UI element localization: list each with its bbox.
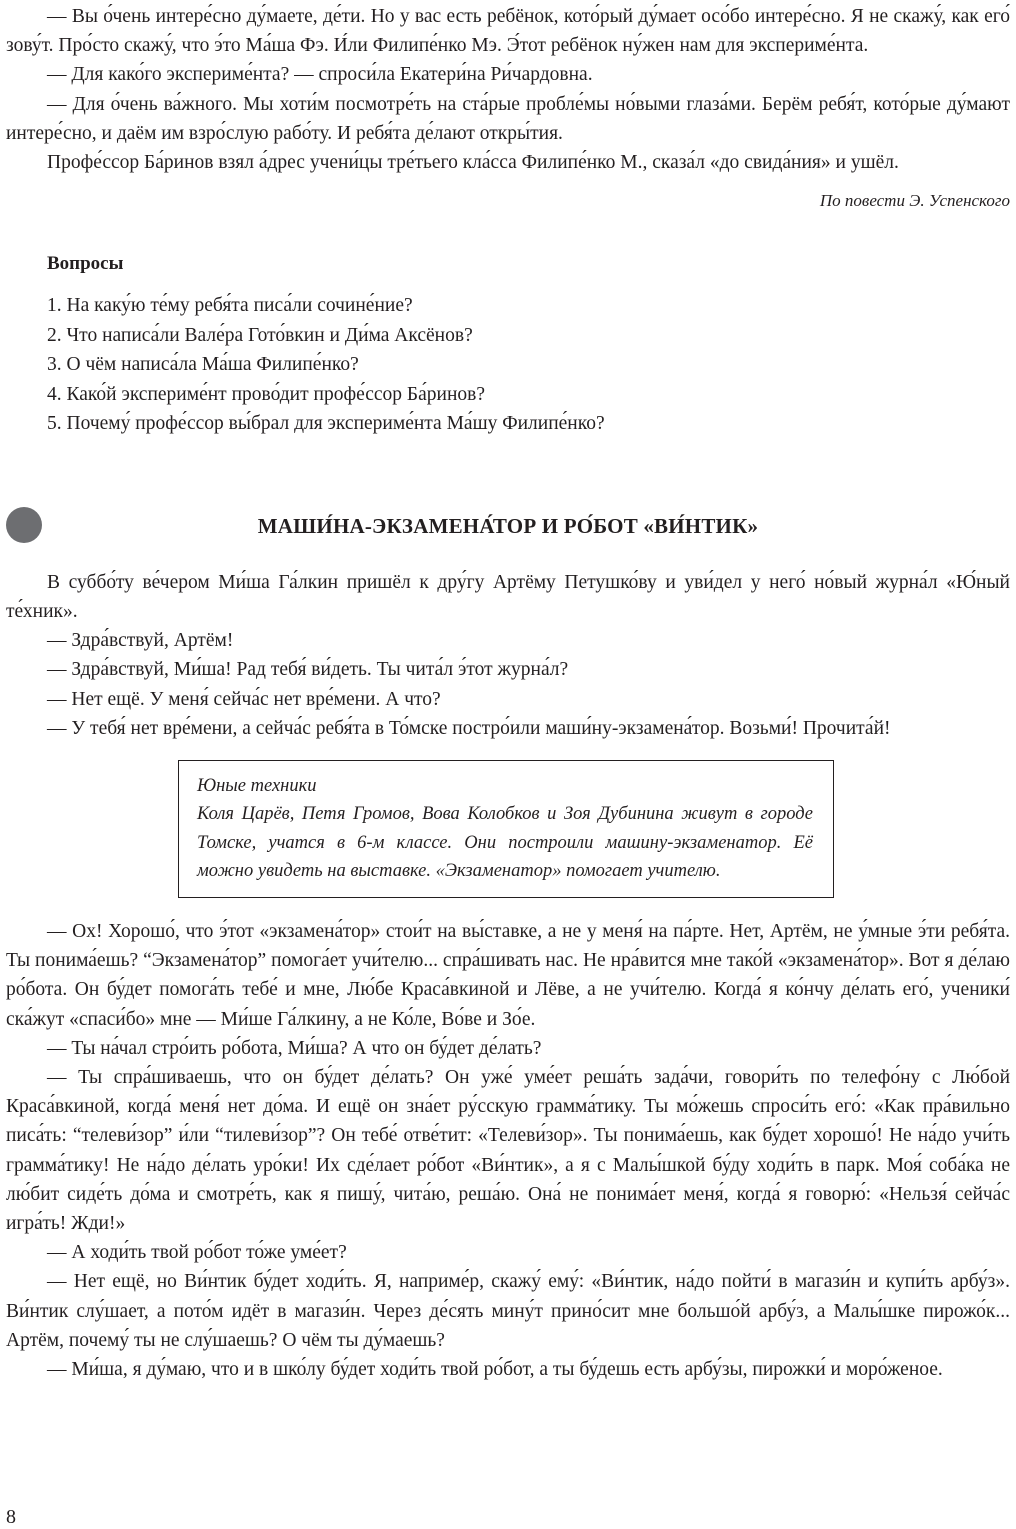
questions-heading: Вопросы [47, 253, 124, 275]
question-item: 3. О чём написа́ла Ма́ша Филипе́нко? [47, 354, 359, 376]
story-paragraph: — Ох! Хорошо́, что э́тот «экзамена́тор» стои́т на вы́ставке, а не у меня́ на па́рте. Нет, Артём, не у́мные э́ти ребя́та. Ты понима́ешь? “Экзамена́тор” помога́ет учи́телю... спра́шивать нас. Не нра́вится мне тако́й «экзамена́тор». Вот я де́лаю ро́бота. Он бу́дет помога́ть тебе́ и мне, Лю́бе Краса́вкиной и Лёве, а не учи́телю. Когда́ я ко́нчу де́лать его́, ученики́ ска́жут «спаси́бо» мне — Ми́ше Га́лкину, а не Ко́ле, Во́ве и Зо́е. [6, 920, 1010, 1030]
excerpt-text: Коля Царёв, Петя Громов, Вова Колобков и Зоя Дубинина живут в городе Томске, учатся в 6-м классе. Они построили машину-экзаменатор. Её можно увидеть на выставке. «Экзаменатор» помогает учителю. [197, 804, 813, 882]
section-intro [6, 568, 1010, 743]
story-source: По повести Э. Успенского [819, 191, 1010, 211]
section-header [6, 495, 1010, 539]
excerpt-title: Юные техники [197, 775, 317, 796]
question-item: 5. Почему́ профе́ссор вы́брал для экспериме́нта Ма́шу Филипе́нко? [47, 413, 605, 435]
magazine-excerpt-box [178, 760, 834, 898]
story-paragraph: — Нет ещё, но Ви́нтик бу́дет ходи́ть. Я, наприме́р, скажу́ ему́: «Ви́нтик, на́до пойти́ в магази́н и купи́ть арбу́з». Ви́нтик слу́шает, а пото́м идёт в магази́н. Через де́сять мину́т прино́сит мне большо́й арбу́з, а Малы́шке пирожо́к... Артём, почему́ ты не слу́шаешь? О чём ты ду́маешь? [6, 1271, 1010, 1351]
story-paragraph: Профе́ссор Ба́ринов взял а́дрес учени́цы тре́тьего кла́сса Филипе́нко М., сказа́л «до свида́ния» и ушёл. [47, 152, 899, 174]
previous-story [6, 2, 1010, 213]
section-title: МАШИ́НА-ЭКЗАМЕНА́ТОР И РО́БОТ «ВИ́НТИК» [257, 513, 759, 538]
page-number: 8 [6, 1506, 16, 1528]
section-dialogue [6, 917, 1010, 1384]
questions-block [6, 251, 1010, 439]
page [6, 0, 1010, 1384]
story-paragraph: — Ты на́чал стро́ить ро́бота, Ми́ша? А что он бу́дет де́лать? [47, 1037, 542, 1059]
story-paragraph: — А ходи́ть твой ро́бот то́же уме́ет? [47, 1242, 347, 1264]
story-paragraph: — У тебя́ нет вре́мени, а сейча́с ребя́та в То́мске постро́или маши́ну-экзамена́тор. Возьми́! Прочита́й! [47, 717, 891, 739]
story-paragraph: — Нет ещё. У меня́ сейча́с нет вре́мени. А что? [47, 688, 441, 710]
story-paragraph: — Ми́ша, я ду́маю, что и в шко́лу бу́дет ходи́ть твой ро́бот, а ты бу́дешь есть арбу́зы, пирожки́ и моро́женое. [47, 1358, 943, 1380]
story-paragraph: — Для како́го экспериме́нта? — спроси́ла Екатери́на Ри́чардовна. [47, 64, 593, 86]
questions-list [6, 291, 1010, 439]
question-item: 2. Что написа́ли Вале́ра Гото́вкин и Ди́ма Аксёнов? [47, 324, 473, 346]
story-paragraph: — Для о́чень ва́жного. Мы хоти́м посмотре́ть на ста́рые пробле́мы но́выми глаза́ми. Берём ребя́т, кото́рые ду́мают интере́сно, и даём им взро́слую рабо́ту. И ребя́та де́лают откры́тия. [6, 93, 1010, 144]
story-paragraph: — Здра́вствуй, Ми́ша! Рад тебя́ ви́деть. Ты чита́л э́тот журна́л? [47, 659, 569, 681]
story-paragraph: В суббо́ту ве́чером Ми́ша Га́лкин пришёл к дру́гу Артёму Петушко́ву и уви́дел у него́ но́вый журна́л «Ю́ный те́хник». [6, 571, 1010, 622]
question-item: 4. Како́й экспериме́нт прово́дит профе́ссор Ба́ринов? [47, 383, 485, 405]
story-paragraph: — Ты спра́шиваешь, что он бу́дет де́лать? Он уже́ уме́ет реша́ть зада́чи, говори́ть по телефо́ну с Лю́бой Краса́вкиной, когда́ меня́ нет до́ма. И ещё он зна́ет ру́сскую грамма́тику. Ты мо́жешь спроси́ть его́: «Как пра́вильно писа́ть: “телеви́зор” и́ли “тилеви́зор”? Он тебе́ отве́тит: «Телеви́зор». Ты понима́ешь, как бу́дет хорошо́! Не на́до учи́ть грамма́тику! Не на́до де́лать уро́ки! Их сде́лает ро́бот «Ви́нтик», а я с Малы́шкой бу́ду ходи́ть в парк. Моя́ соба́ка не лю́бит сиде́ть до́ма и смотре́ть, как я пишу́, чита́ю, реша́ю. Она́ не понима́ет меня́, когда́ я говорю́: «Нельзя́ сейча́с игра́ть! Жди!» [6, 1066, 1010, 1234]
question-item: 1. На каку́ю те́му ребя́та писа́ли сочине́ние? [47, 295, 413, 317]
story-paragraph: — Здра́вствуй, Артём! [47, 630, 234, 652]
story-paragraph: — Вы о́чень интере́сно ду́маете, де́ти. Но у вас есть ребёнок, кото́рый ду́мает осо́бо интере́сно. Я не скажу́, как его́ зову́т. Про́сто скажу́, что э́то Ма́ша Фэ. И́ли Филипе́нко Мэ. Э́тот ребёнок ну́жен нам для экспериме́нта. [6, 6, 1010, 57]
